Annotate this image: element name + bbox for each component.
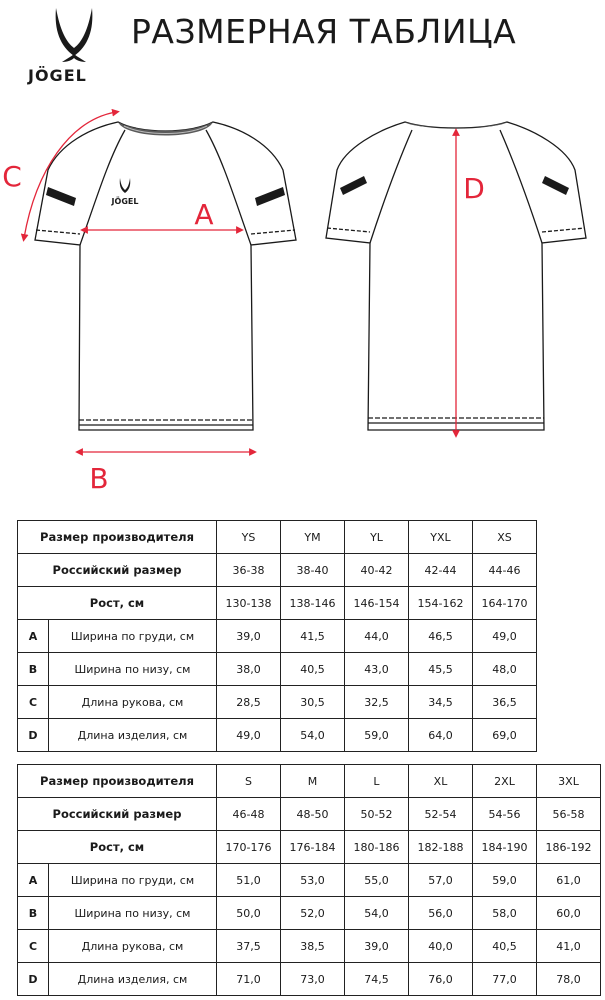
- table-cell: YL: [345, 521, 409, 554]
- table-cell: S: [217, 765, 281, 798]
- table-cell: 170-176: [217, 831, 281, 864]
- table-cell: 138-146: [281, 587, 345, 620]
- table-header-label: Размер производителя: [18, 765, 217, 798]
- measure-label-c: C: [2, 160, 22, 193]
- table-cell: 42-44: [409, 554, 473, 587]
- table-cell: 186-192: [537, 831, 601, 864]
- table-header-label: Рост, см: [18, 587, 217, 620]
- table-cell: 69,0: [473, 719, 537, 752]
- row-label: Ширина по низу, см: [49, 897, 217, 930]
- row-letter: D: [18, 963, 49, 996]
- table-header-label: Рост, см: [18, 831, 217, 864]
- row-letter: C: [18, 930, 49, 963]
- table-cell: 51,0: [217, 864, 281, 897]
- table-cell: 36,5: [473, 686, 537, 719]
- row-label: Длина рукова, см: [49, 930, 217, 963]
- table-cell: 40,5: [473, 930, 537, 963]
- table-cell: 180-186: [345, 831, 409, 864]
- table-cell: 38-40: [281, 554, 345, 587]
- table-cell: 130-138: [217, 587, 281, 620]
- table-cell: 50,0: [217, 897, 281, 930]
- table-cell: 41,0: [537, 930, 601, 963]
- table-header-label: Российский размер: [18, 798, 217, 831]
- table-cell: 41,5: [281, 620, 345, 653]
- measure-label-b: B: [89, 462, 109, 495]
- table-cell: 2XL: [473, 765, 537, 798]
- table-cell: 44,0: [345, 620, 409, 653]
- table-cell: 46-48: [217, 798, 281, 831]
- table-cell: 184-190: [473, 831, 537, 864]
- table-cell: 39,0: [345, 930, 409, 963]
- table-row: [18, 831, 601, 864]
- table-row: [18, 653, 537, 686]
- measure-label-d: D: [463, 172, 485, 205]
- table-cell: 146-154: [345, 587, 409, 620]
- table-cell: 56-58: [537, 798, 601, 831]
- shirt-front: [35, 122, 296, 430]
- table-cell: YM: [281, 521, 345, 554]
- table-row: [18, 686, 537, 719]
- table-cell: 44-46: [473, 554, 537, 587]
- table-cell: 46,5: [409, 620, 473, 653]
- table-cell: 61,0: [537, 864, 601, 897]
- table-cell: 76,0: [409, 963, 473, 996]
- brand-wordmark: JÖGEL: [28, 66, 87, 85]
- page-title: РАЗМЕРНАЯ ТАБЛИЦА: [131, 12, 517, 51]
- table-cell: 37,5: [217, 930, 281, 963]
- row-letter: B: [18, 653, 49, 686]
- size-table-adult: [17, 764, 601, 996]
- table-cell: 30,5: [281, 686, 345, 719]
- table-row: [18, 719, 537, 752]
- table-cell: XL: [409, 765, 473, 798]
- table-cell: 64,0: [409, 719, 473, 752]
- table-cell: 58,0: [473, 897, 537, 930]
- table-row: [18, 864, 601, 897]
- row-letter: A: [18, 620, 49, 653]
- shirt-drawing: [0, 100, 605, 500]
- table-cell: 48,0: [473, 653, 537, 686]
- table-cell: 59,0: [345, 719, 409, 752]
- table-cell: 54-56: [473, 798, 537, 831]
- table-cell: 38,5: [281, 930, 345, 963]
- table-cell: 53,0: [281, 864, 345, 897]
- table-row: [18, 587, 537, 620]
- table-cell: 49,0: [473, 620, 537, 653]
- table-cell: 73,0: [281, 963, 345, 996]
- table-cell: 52-54: [409, 798, 473, 831]
- table-cell: 54,0: [281, 719, 345, 752]
- table-cell: M: [281, 765, 345, 798]
- row-letter: B: [18, 897, 49, 930]
- row-letter: C: [18, 686, 49, 719]
- table-cell: 48-50: [281, 798, 345, 831]
- table-cell: 176-184: [281, 831, 345, 864]
- table-cell: 34,5: [409, 686, 473, 719]
- size-table-youth: [17, 520, 537, 752]
- table-cell: 59,0: [473, 864, 537, 897]
- table-cell: 36-38: [217, 554, 281, 587]
- table-cell: 28,5: [217, 686, 281, 719]
- table-cell: 39,0: [217, 620, 281, 653]
- table-cell: 49,0: [217, 719, 281, 752]
- row-label: Длина изделия, см: [49, 963, 217, 996]
- table-header-label: Размер производителя: [18, 521, 217, 554]
- header: [0, 0, 605, 100]
- table-cell: 50-52: [345, 798, 409, 831]
- row-label: Ширина по низу, см: [49, 653, 217, 686]
- table-cell: 52,0: [281, 897, 345, 930]
- table-cell: 60,0: [537, 897, 601, 930]
- table-cell: 182-188: [409, 831, 473, 864]
- table-cell: L: [345, 765, 409, 798]
- table-cell: 45,5: [409, 653, 473, 686]
- row-label: Ширина по груди, см: [49, 620, 217, 653]
- table-cell: 55,0: [345, 864, 409, 897]
- table-cell: 54,0: [345, 897, 409, 930]
- table-row: [18, 765, 601, 798]
- table-row: [18, 521, 537, 554]
- table-cell: 78,0: [537, 963, 601, 996]
- row-letter: A: [18, 864, 49, 897]
- row-label: Длина изделия, см: [49, 719, 217, 752]
- table-row: [18, 963, 601, 996]
- table-cell: YS: [217, 521, 281, 554]
- table-cell: 71,0: [217, 963, 281, 996]
- table-cell: 40-42: [345, 554, 409, 587]
- table-cell: 32,5: [345, 686, 409, 719]
- measure-label-a: A: [194, 198, 214, 231]
- table-cell: 38,0: [217, 653, 281, 686]
- table-cell: YXL: [409, 521, 473, 554]
- table-header-label: Российский размер: [18, 554, 217, 587]
- table-cell: 40,5: [281, 653, 345, 686]
- table-cell: 43,0: [345, 653, 409, 686]
- table-row: [18, 897, 601, 930]
- row-label: Ширина по груди, см: [49, 864, 217, 897]
- row-letter: D: [18, 719, 49, 752]
- table-row: [18, 798, 601, 831]
- table-cell: 40,0: [409, 930, 473, 963]
- table-row: [18, 620, 537, 653]
- row-label: Длина рукова, см: [49, 686, 217, 719]
- table-cell: 74,5: [345, 963, 409, 996]
- table-cell: 154-162: [409, 587, 473, 620]
- table-row: [18, 930, 601, 963]
- chest-logo: JÖGEL: [111, 197, 139, 206]
- table-cell: 3XL: [537, 765, 601, 798]
- table-cell: XS: [473, 521, 537, 554]
- table-cell: 164-170: [473, 587, 537, 620]
- table-row: [18, 554, 537, 587]
- table-cell: 57,0: [409, 864, 473, 897]
- table-cell: 77,0: [473, 963, 537, 996]
- table-cell: 56,0: [409, 897, 473, 930]
